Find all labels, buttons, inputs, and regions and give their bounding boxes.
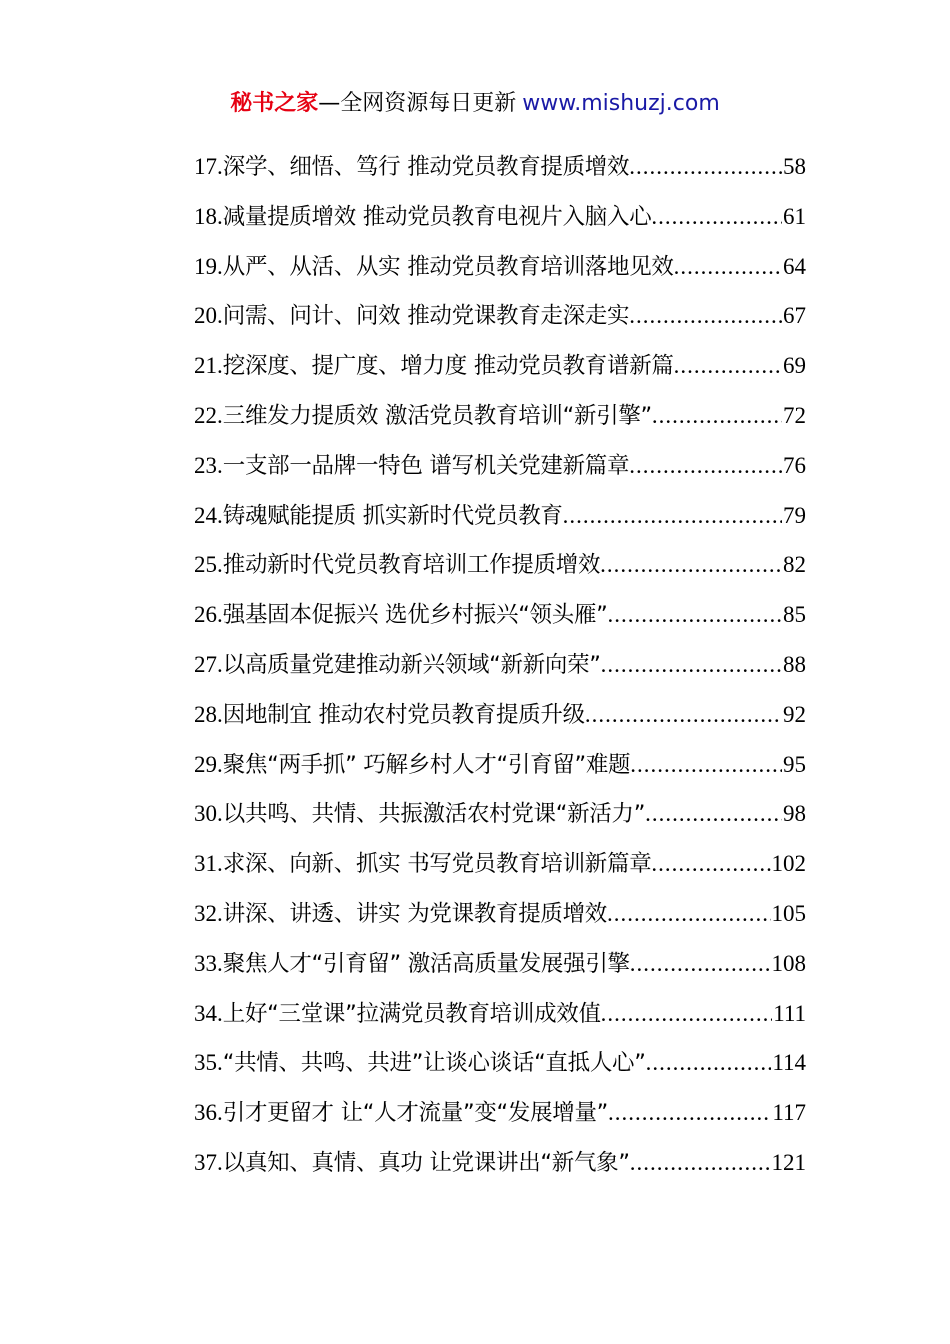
toc-entry-number: 21.	[194, 353, 223, 379]
toc-entry[interactable]	[194, 889, 806, 939]
toc-entry-number: 32.	[194, 900, 223, 926]
header-dash: —	[318, 91, 341, 116]
toc-dot-leader	[630, 939, 771, 989]
toc-entry[interactable]	[194, 989, 806, 1039]
toc-entry-page-number: 114	[772, 1050, 806, 1076]
toc-entry-number: 18.	[194, 203, 223, 229]
toc-dot-leader	[600, 540, 782, 590]
toc-entry-page-number: 69	[783, 353, 806, 379]
toc-entry-page-number: 98	[783, 801, 806, 827]
toc-entry-page-number: 117	[772, 1100, 806, 1126]
toc-entry[interactable]	[194, 341, 806, 391]
toc-dot-leader	[629, 142, 782, 192]
toc-entry[interactable]	[194, 391, 806, 441]
toc-dot-leader	[651, 839, 770, 889]
toc-entry-page-number: 79	[783, 502, 806, 528]
toc-entry[interactable]	[194, 740, 806, 790]
toc-dot-leader	[608, 1088, 771, 1138]
toc-dot-leader	[629, 441, 782, 491]
toc-entry[interactable]	[194, 192, 806, 242]
toc-dot-leader	[629, 291, 782, 341]
toc-entry[interactable]	[194, 441, 806, 491]
toc-entry-page-number: 95	[783, 751, 806, 777]
page-header	[0, 88, 950, 120]
toc-entry-number: 20.	[194, 303, 223, 329]
toc-entry-title: 一支部一品牌一特色 谱写机关党建新篇章	[222, 452, 630, 479]
toc-entry-page-number: 61	[783, 203, 806, 229]
toc-entry-page-number: 82	[783, 552, 806, 578]
toc-entry-title: 求深、向新、抓实 书写党员教育培训新篇章	[222, 851, 652, 878]
toc-entry[interactable]	[194, 291, 806, 341]
toc-entry[interactable]	[194, 491, 806, 541]
toc-entry-number: 24.	[194, 502, 223, 528]
toc-dot-leader	[608, 590, 782, 640]
toc-entry-title: 以共鸣、共情、共振激活农村党课“新活力”	[222, 801, 646, 828]
toc-entry-title: 推动新时代党员教育培训工作提质增效	[222, 552, 601, 579]
toc-entry[interactable]	[194, 590, 806, 640]
toc-entry-page-number: 121	[771, 1149, 806, 1175]
toc-dot-leader	[646, 1038, 772, 1088]
toc-entry[interactable]	[194, 939, 806, 989]
toc-entry-title: 问需、问计、问效 推动党课教育走深走实	[222, 303, 630, 330]
toc-entry-title: 铸魂赋能提质 抓实新时代党员教育	[222, 502, 563, 529]
toc-entry-number: 19.	[194, 253, 223, 279]
toc-entry-page-number: 72	[783, 402, 806, 428]
toc-entry-number: 31.	[194, 851, 223, 877]
toc-dot-leader	[601, 640, 782, 690]
toc-entry-number: 30.	[194, 801, 223, 827]
toc-entry-page-number: 67	[783, 303, 806, 329]
toc-entry-title: 强基固本促振兴 选优乡村振兴“领头雁”	[222, 602, 608, 629]
toc-dot-leader	[651, 192, 782, 242]
toc-dot-leader	[674, 242, 782, 292]
toc-entry-title: 因地制宜 推动农村党员教育提质升级	[222, 701, 585, 728]
toc-entry-number: 29.	[194, 751, 223, 777]
website-link[interactable]: www.mishuzj.com	[522, 91, 720, 116]
toc-entry-page-number: 108	[771, 950, 806, 976]
toc-entry-number: 17.	[194, 154, 223, 179]
toc-entry-page-number: 64	[783, 253, 806, 279]
toc-entry-title: 上好“三堂课”拉满党员教育培训成效值	[222, 1000, 601, 1027]
toc-entry-page-number: 76	[783, 452, 806, 478]
toc-dot-leader	[601, 989, 773, 1039]
toc-dot-leader	[674, 341, 782, 391]
toc-entry-title: 挖深度、提广度、增力度 推动党员教育谱新篇	[222, 353, 674, 380]
toc-entry[interactable]	[194, 142, 806, 192]
header-slogan: 全网资源每日更新	[340, 91, 517, 116]
toc-entry-number: 35.	[194, 1050, 223, 1076]
toc-entry-number: 27.	[194, 651, 223, 677]
toc-entry[interactable]	[194, 839, 806, 889]
toc-entry-page-number: 111	[773, 1000, 806, 1026]
toc-entry-title: 深学、细悟、笃行 推动党员教育提质增效	[222, 154, 630, 180]
toc-entry-title: “共情、共鸣、共进”让谈心谈话“直抵人心”	[222, 1050, 646, 1077]
toc-entry-page-number: 105	[771, 900, 806, 926]
toc-entry[interactable]	[194, 540, 806, 590]
toc-entry[interactable]	[194, 690, 806, 740]
toc-entry-title: 以高质量党建推动新兴领域“新新向荣”	[222, 651, 601, 678]
toc-entry[interactable]	[194, 1138, 806, 1188]
toc-entry[interactable]	[194, 242, 806, 292]
toc-dot-leader	[652, 391, 782, 441]
toc-entry-number: 33.	[194, 950, 223, 976]
table-of-contents	[194, 142, 806, 1188]
toc-entry-number: 25.	[194, 552, 223, 578]
toc-entry-page-number: 58	[783, 154, 806, 179]
toc-entry-page-number: 85	[783, 602, 806, 628]
toc-entry[interactable]	[194, 640, 806, 690]
toc-entry-title: 讲深、讲透、讲实 为党课教育提质增效	[222, 900, 608, 927]
toc-entry-title: 减量提质增效 推动党员教育电视片入脑入心	[222, 203, 652, 230]
toc-entry-page-number: 102	[771, 851, 806, 877]
toc-entry-number: 37.	[194, 1149, 223, 1175]
toc-dot-leader	[645, 789, 782, 839]
toc-entry[interactable]	[194, 1088, 806, 1138]
toc-entry[interactable]	[194, 1038, 806, 1088]
toc-entry-title: 从严、从活、从实 推动党员教育培训落地见效	[222, 253, 674, 280]
toc-dot-leader	[630, 740, 782, 790]
toc-dot-leader	[563, 491, 782, 541]
toc-entry-title: 以真知、真情、真功 让党课讲出“新气象”	[222, 1149, 630, 1176]
toc-entry-page-number: 88	[783, 651, 806, 677]
toc-entry-title: 三维发力提质效 激活党员教育培训“新引擎”	[222, 402, 652, 429]
toc-entry-title: 引才更留才 让“人才流量”变“发展增量”	[222, 1100, 609, 1127]
toc-entry[interactable]	[194, 789, 806, 839]
toc-entry-title: 聚焦“两手抓” 巧解乡村人才“引育留”难题	[222, 751, 631, 778]
toc-entry-number: 28.	[194, 701, 223, 727]
toc-dot-leader	[585, 690, 782, 740]
toc-dot-leader	[607, 889, 770, 939]
toc-dot-leader	[630, 1138, 771, 1188]
toc-entry-number: 26.	[194, 602, 223, 628]
toc-entry-number: 34.	[194, 1000, 223, 1026]
toc-entry-number: 23.	[194, 452, 223, 478]
toc-entry-page-number: 92	[783, 701, 806, 727]
toc-entry-title: 聚焦人才“引育留” 激活高质量发展强引擎	[222, 950, 630, 977]
toc-entry-number: 36.	[194, 1100, 223, 1126]
brand-name: 秘书之家	[230, 91, 319, 116]
toc-entry-number: 22.	[194, 402, 223, 428]
